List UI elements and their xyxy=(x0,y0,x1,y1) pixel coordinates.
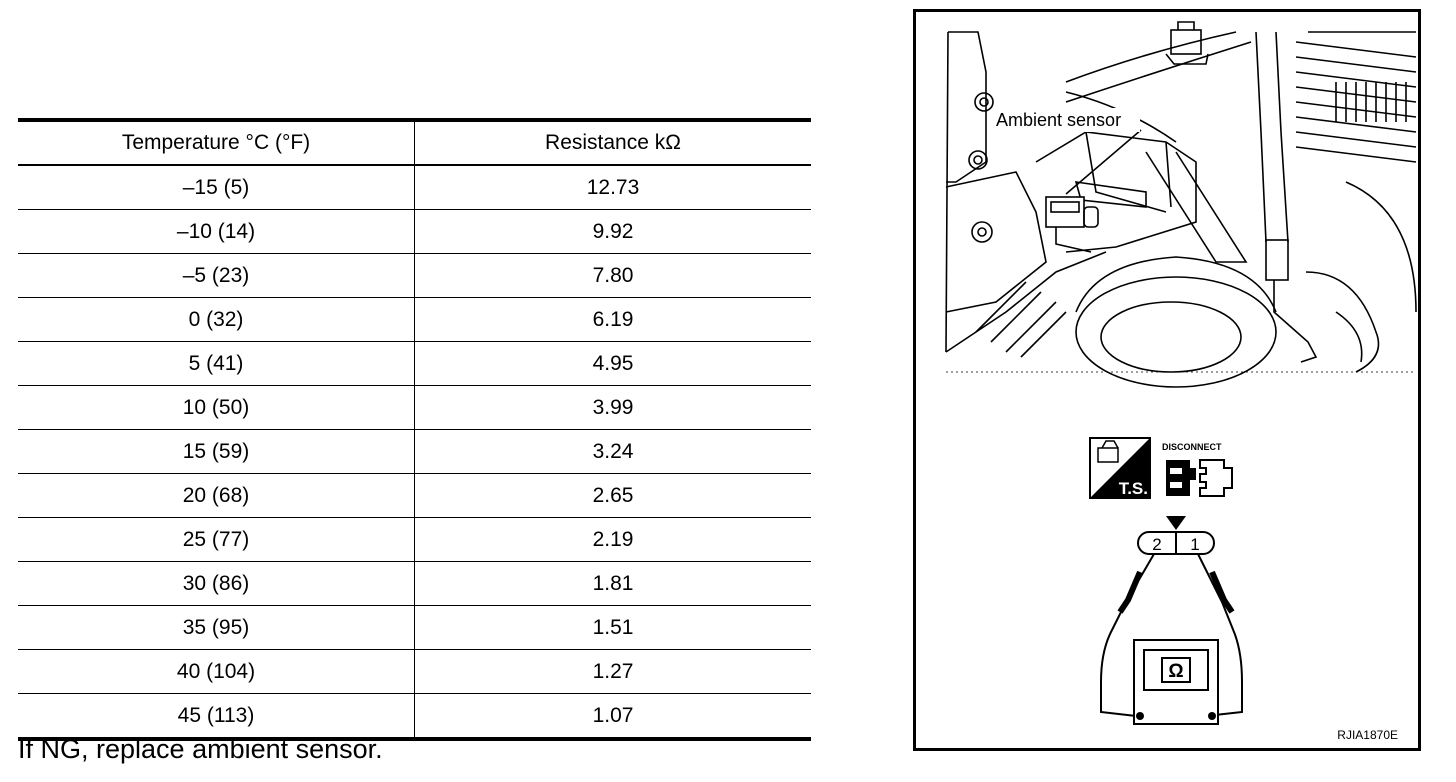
temperature-cell: 45 (113) xyxy=(18,694,415,740)
resistance-cell: 1.51 xyxy=(415,606,812,650)
table-body xyxy=(18,165,811,739)
resistance-table xyxy=(18,118,811,741)
resistance-cell: 3.24 xyxy=(415,430,812,474)
sensor-figure-panel xyxy=(913,9,1421,751)
temperature-cell: 10 (50) xyxy=(18,386,415,430)
table-row xyxy=(18,694,811,740)
terminal-side-marker xyxy=(1166,516,1186,530)
table-row xyxy=(18,342,811,386)
pin-1-label: 1 xyxy=(1190,535,1200,554)
positive-terminal-icon xyxy=(1208,712,1216,720)
callout-label: Ambient sensor xyxy=(996,110,1122,130)
resistance-cell: 2.65 xyxy=(415,474,812,518)
temperature-cell: 15 (59) xyxy=(18,430,415,474)
table-row xyxy=(18,430,811,474)
negative-terminal-icon xyxy=(1136,712,1144,720)
ts-icon xyxy=(1090,438,1150,498)
resistance-cell: 3.99 xyxy=(415,386,812,430)
table-row xyxy=(18,298,811,342)
table-row xyxy=(18,650,811,694)
connector-terminal xyxy=(1138,516,1214,554)
temperature-cell: 30 (86) xyxy=(18,562,415,606)
temperature-cell: 40 (104) xyxy=(18,650,415,694)
ohm-symbol: Ω xyxy=(1168,661,1184,682)
disconnect-label: DISCONNECT xyxy=(1162,442,1222,452)
table-row xyxy=(18,474,811,518)
table-row xyxy=(18,606,811,650)
header-temperature: Temperature °C (°F) xyxy=(18,120,415,165)
resistance-cell: 2.19 xyxy=(415,518,812,562)
ambient-sensor-callout xyxy=(992,108,1141,194)
header-resistance: Resistance kΩ xyxy=(415,120,812,165)
resistance-cell: 1.07 xyxy=(592,703,634,727)
table-header-row xyxy=(18,120,811,165)
temperature-cell: –15 (5) xyxy=(18,165,415,210)
ng-instruction-note: If NG, replace ambient sensor. xyxy=(18,734,383,764)
temperature-cell: 5 (41) xyxy=(18,342,415,386)
sensor-illustration xyxy=(916,12,1418,748)
callout-leader-line xyxy=(1066,130,1141,194)
temperature-cell: 20 (68) xyxy=(18,474,415,518)
resistance-table-container xyxy=(18,118,811,741)
temperature-cell: 25 (77) xyxy=(18,518,415,562)
figure-id: RJIA1870E xyxy=(1337,728,1398,742)
pin-2-label: 2 xyxy=(1152,535,1162,554)
ts-label: T.S. xyxy=(1118,479,1148,498)
engine-bay-drawing xyxy=(946,22,1416,387)
temperature-cell: –5 (23) xyxy=(18,254,415,298)
temperature-cell: –10 (14) xyxy=(18,210,415,254)
table-row xyxy=(18,386,811,430)
table-row xyxy=(18,562,811,606)
resistance-cell: 7.80 xyxy=(415,254,812,298)
table-row xyxy=(18,210,811,254)
table-row xyxy=(18,165,811,210)
resistance-cell: 1.81 xyxy=(415,562,812,606)
resistance-cell: 9.92 xyxy=(415,210,812,254)
resistance-cell: 1.27 xyxy=(415,650,812,694)
resistance-cell: 12.73 xyxy=(415,165,812,210)
temperature-cell: 35 (95) xyxy=(18,606,415,650)
disconnect-icon xyxy=(1162,442,1232,496)
table-row xyxy=(18,254,811,298)
table-row xyxy=(18,518,811,562)
ohmmeter xyxy=(1134,640,1218,724)
resistance-cell: 6.19 xyxy=(415,298,812,342)
resistance-cell: 4.95 xyxy=(415,342,812,386)
temperature-cell: 0 (32) xyxy=(18,298,415,342)
